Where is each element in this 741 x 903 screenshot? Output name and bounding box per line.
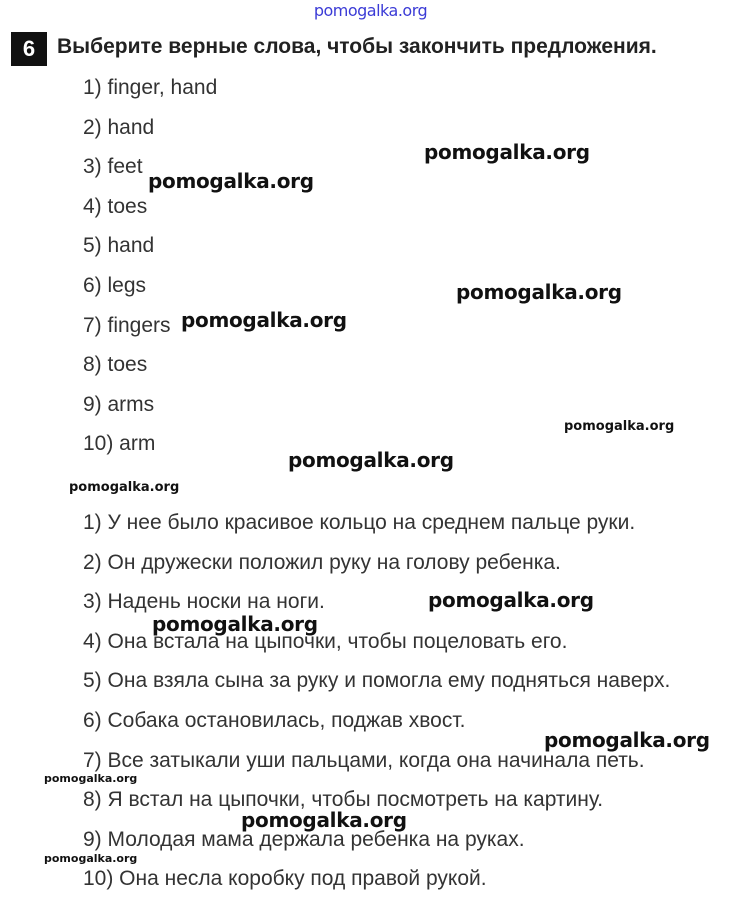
watermark: pomogalka.org — [181, 308, 347, 332]
translation-item: 9) Молодая мама держала ребенка на руках. — [83, 827, 525, 851]
answer-item: 7) fingers — [83, 313, 171, 337]
translation-item: 6) Собака остановилась, поджав хвост. — [83, 708, 466, 732]
watermark: pomogalka.org — [152, 612, 318, 636]
watermark: pomogalka.org — [424, 140, 590, 164]
translation-item: 7) Все затыкали уши пальцами, когда она начинала петь. — [83, 748, 645, 772]
answer-item: 10) arm — [83, 432, 156, 456]
answer-item: 1) finger, hand — [83, 76, 218, 99]
watermark: pomogalka.org — [428, 588, 594, 612]
exercise-number-badge: 6 — [11, 32, 47, 66]
watermark: pomogalka.org — [44, 772, 138, 785]
answer-item: 8) toes — [83, 353, 148, 377]
translation-item: 5) Она взяла сына за руку и помогла ему подняться наверх. — [83, 669, 671, 693]
watermark: pomogalka.org — [44, 852, 138, 865]
answer-item: 2) hand — [83, 115, 155, 139]
russian-translations-list — [83, 503, 670, 899]
watermark: pomogalka.org — [241, 808, 407, 832]
translation-item: 10) Она несла коробку под правой рукой. — [83, 867, 487, 891]
exercise-title: Выберите верные слова, чтобы закончить предложения. — [57, 35, 657, 58]
watermark: pomogalka.org — [288, 448, 454, 472]
header-watermark: pomogalka.org — [313, 1, 428, 20]
translation-item: 4) Она встала на цыпочки, чтобы поцеловать его. — [83, 629, 568, 653]
answer-item: 4) toes — [83, 194, 148, 218]
watermark: pomogalka.org — [69, 480, 180, 495]
translation-item: 8) Я встал на цыпочки, чтобы посмотреть на картину. — [83, 788, 604, 812]
answer-item: 9) arms — [83, 392, 155, 416]
english-answers-list — [83, 68, 217, 464]
answer-item: 5) hand — [83, 234, 155, 258]
watermark: pomogalka.org — [456, 280, 622, 304]
answer-item: 3) feet — [83, 155, 143, 179]
translation-item: 3) Надень носки на ноги. — [83, 590, 325, 614]
watermark: pomogalka.org — [564, 419, 675, 434]
answer-item: 6) legs — [83, 273, 147, 297]
translation-item: 1) У нее было красивое кольцо на среднем пальце руки. — [83, 511, 636, 534]
translation-item: 2) Он дружески положил руку на голову ребенка. — [83, 550, 561, 574]
watermark: pomogalka.org — [544, 728, 710, 752]
watermark: pomogalka.org — [148, 169, 314, 193]
